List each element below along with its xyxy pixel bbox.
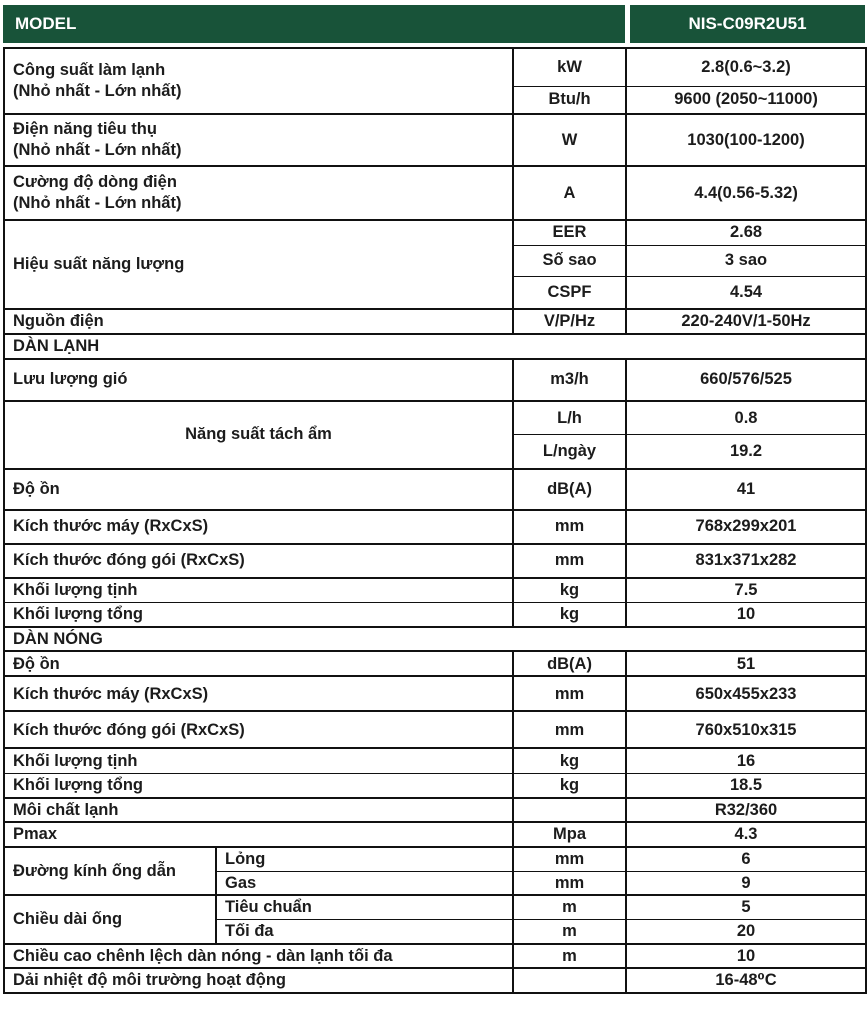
table-row bbox=[4, 847, 866, 871]
value-cell: 1030(100-1200) bbox=[626, 114, 866, 166]
value-cell: 9600 (2050~11000) bbox=[626, 86, 866, 114]
table-row bbox=[4, 968, 866, 993]
value-cell: 2.68 bbox=[626, 220, 866, 245]
label-subline: (Nhỏ nhất - Lớn nhất) bbox=[13, 194, 182, 212]
table-row bbox=[4, 651, 866, 676]
unit-cell: m bbox=[513, 895, 626, 919]
table-row bbox=[4, 711, 866, 748]
table-row bbox=[4, 166, 866, 220]
section-row-outdoor bbox=[4, 627, 866, 652]
spec-label-pipe-length: Chiều dài ống bbox=[4, 895, 216, 943]
unit-cell: mm bbox=[513, 544, 626, 578]
model-header-cell: MODEL bbox=[3, 5, 625, 43]
label-subline: (Nhỏ nhất - Lớn nhất) bbox=[13, 141, 182, 159]
table-row bbox=[4, 48, 866, 86]
value-cell: 4.4(0.56-5.32) bbox=[626, 166, 866, 220]
spec-label-outdoor-pack-size: Kích thước đóng gói (RxCxS) bbox=[4, 711, 513, 748]
value-cell: 2.8(0.6~3.2) bbox=[626, 48, 866, 86]
label-subline: (Nhỏ nhất - Lớn nhất) bbox=[13, 82, 182, 100]
value-cell: R32/360 bbox=[626, 798, 866, 823]
table-row bbox=[4, 401, 866, 435]
table-row bbox=[4, 676, 866, 711]
value-cell: 19.2 bbox=[626, 435, 866, 469]
label-line: Công suất làm lạnh bbox=[13, 61, 166, 80]
spec-label-pmax: Pmax bbox=[4, 822, 513, 847]
unit-cell: mm bbox=[513, 711, 626, 748]
table-row bbox=[4, 359, 866, 401]
unit-cell: EER bbox=[513, 220, 626, 245]
unit-cell: A bbox=[513, 166, 626, 220]
sub-label-cell: Tối đa bbox=[216, 920, 513, 944]
value-cell: 10 bbox=[626, 603, 866, 627]
value-cell: 831x371x282 bbox=[626, 544, 866, 578]
unit-cell: V/P/Hz bbox=[513, 309, 626, 334]
unit-cell: dB(A) bbox=[513, 651, 626, 676]
table-row bbox=[4, 578, 866, 603]
value-cell: 10 bbox=[626, 944, 866, 969]
unit-cell: kg bbox=[513, 748, 626, 773]
label-line: Điện năng tiêu thụ bbox=[13, 120, 157, 139]
spec-label-height-diff: Chiều cao chênh lệch dàn nóng - dàn lạnh tối đa bbox=[4, 944, 513, 969]
unit-cell: dB(A) bbox=[513, 469, 626, 510]
value-cell: 6 bbox=[626, 847, 866, 871]
sub-label-cell: Tiêu chuẩn bbox=[216, 895, 513, 919]
unit-cell: W bbox=[513, 114, 626, 166]
spec-label-cooling bbox=[4, 48, 513, 114]
value-cell: 0.8 bbox=[626, 401, 866, 435]
spec-label-indoor-noise: Độ ồn bbox=[4, 469, 513, 510]
table-row bbox=[4, 603, 866, 627]
spec-label-efficiency: Hiệu suất năng lượng bbox=[4, 220, 513, 309]
unit-cell: kg bbox=[513, 603, 626, 627]
table-row bbox=[4, 944, 866, 969]
value-cell: 41 bbox=[626, 469, 866, 510]
table-header bbox=[3, 5, 865, 43]
value-cell: 3 sao bbox=[626, 245, 866, 276]
table-row bbox=[4, 798, 866, 823]
sub-label-cell: Gas bbox=[216, 871, 513, 895]
spec-label-indoor-net-weight: Khối lượng tịnh bbox=[4, 578, 513, 603]
value-cell: 650x455x233 bbox=[626, 676, 866, 711]
unit-cell: m bbox=[513, 944, 626, 969]
spec-label-power-consumption bbox=[4, 114, 513, 166]
value-cell: 16 bbox=[626, 748, 866, 773]
unit-cell bbox=[513, 968, 626, 993]
spec-label-indoor-gross-weight: Khối lượng tổng bbox=[4, 603, 513, 627]
table-row bbox=[4, 220, 866, 245]
unit-cell: Số sao bbox=[513, 245, 626, 276]
value-cell: 4.54 bbox=[626, 276, 866, 309]
value-cell: 660/576/525 bbox=[626, 359, 866, 401]
table-row bbox=[4, 114, 866, 166]
unit-cell: CSPF bbox=[513, 276, 626, 309]
spec-label-refrigerant: Môi chất lạnh bbox=[4, 798, 513, 823]
sub-label-cell: Lỏng bbox=[216, 847, 513, 871]
value-cell: 20 bbox=[626, 920, 866, 944]
section-title: DÀN LẠNH bbox=[4, 334, 866, 359]
spec-label-outdoor-net-weight: Khối lượng tịnh bbox=[4, 748, 513, 773]
spec-label-indoor-unit-size: Kích thước máy (RxCxS) bbox=[4, 510, 513, 544]
value-cell: 7.5 bbox=[626, 578, 866, 603]
value-cell: 18.5 bbox=[626, 773, 866, 797]
table-row bbox=[4, 544, 866, 578]
value-cell: 16-48⁰C bbox=[626, 968, 866, 993]
spec-label-airflow: Lưu lượng gió bbox=[4, 359, 513, 401]
spec-label-pipe-diameter: Đường kính ống dẫn bbox=[4, 847, 216, 895]
unit-cell: kW bbox=[513, 48, 626, 86]
table-row bbox=[4, 773, 866, 797]
unit-cell: L/ngày bbox=[513, 435, 626, 469]
table-row bbox=[4, 895, 866, 919]
unit-cell: m3/h bbox=[513, 359, 626, 401]
spec-label-outdoor-gross-weight: Khối lượng tổng bbox=[4, 773, 513, 797]
unit-cell: kg bbox=[513, 773, 626, 797]
value-cell: 768x299x201 bbox=[626, 510, 866, 544]
unit-cell: mm bbox=[513, 871, 626, 895]
spec-label-operating-temp: Dải nhiệt độ môi trường hoạt động bbox=[4, 968, 513, 993]
unit-cell: mm bbox=[513, 510, 626, 544]
spec-label-dehumidify: Năng suất tách ẩm bbox=[4, 401, 513, 469]
table-row bbox=[4, 469, 866, 510]
spec-label-outdoor-unit-size: Kích thước máy (RxCxS) bbox=[4, 676, 513, 711]
value-cell: 760x510x315 bbox=[626, 711, 866, 748]
unit-cell: Mpa bbox=[513, 822, 626, 847]
unit-cell: Btu/h bbox=[513, 86, 626, 114]
spec-label-indoor-pack-size: Kích thước đóng gói (RxCxS) bbox=[4, 544, 513, 578]
unit-cell: mm bbox=[513, 847, 626, 871]
spec-label-outdoor-noise: Độ ồn bbox=[4, 651, 513, 676]
value-cell: 51 bbox=[626, 651, 866, 676]
table-row bbox=[4, 748, 866, 773]
unit-cell: mm bbox=[513, 676, 626, 711]
value-cell: 220-240V/1-50Hz bbox=[626, 309, 866, 334]
unit-cell: L/h bbox=[513, 401, 626, 435]
value-cell: 4.3 bbox=[626, 822, 866, 847]
spec-table bbox=[3, 47, 867, 994]
label-line: Cường độ dòng điện bbox=[13, 173, 177, 192]
unit-cell bbox=[513, 798, 626, 823]
spec-label-current bbox=[4, 166, 513, 220]
section-row-indoor bbox=[4, 334, 866, 359]
unit-cell: m bbox=[513, 920, 626, 944]
value-cell: 9 bbox=[626, 871, 866, 895]
table-row bbox=[4, 309, 866, 334]
value-cell: 5 bbox=[626, 895, 866, 919]
model-value-cell: NIS-C09R2U51 bbox=[630, 5, 865, 43]
unit-cell: kg bbox=[513, 578, 626, 603]
table-row bbox=[4, 510, 866, 544]
spec-label-power-source: Nguồn điện bbox=[4, 309, 513, 334]
section-title: DÀN NÓNG bbox=[4, 627, 866, 652]
table-row bbox=[4, 822, 866, 847]
